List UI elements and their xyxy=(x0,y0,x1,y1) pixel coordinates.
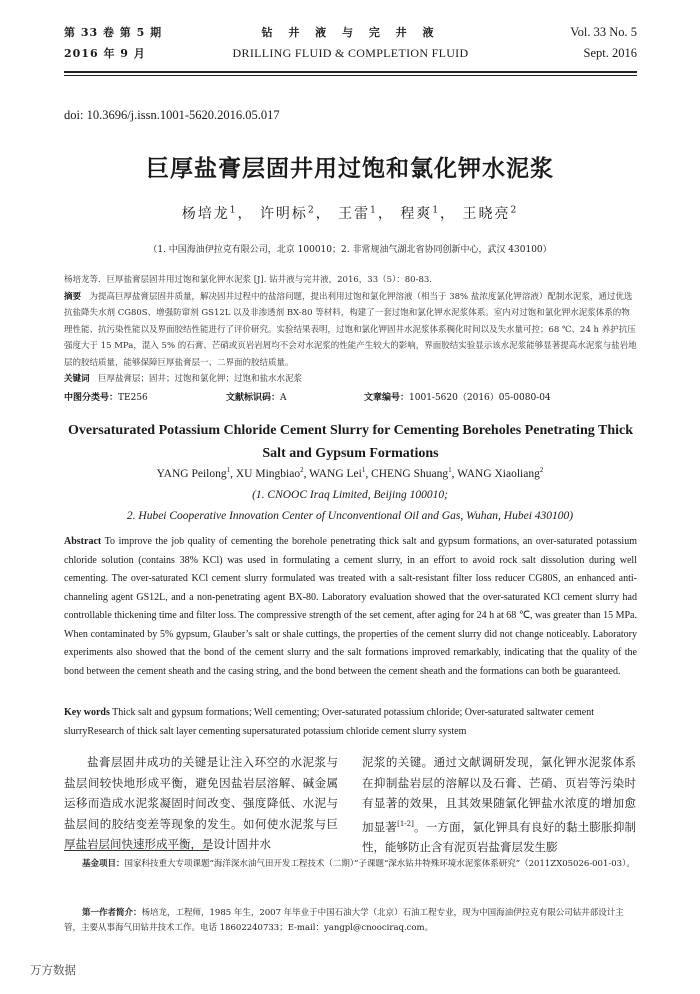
citation-ref[interactable]: [1-2] xyxy=(397,819,414,828)
author-en: WANG Lei xyxy=(309,467,362,480)
doi[interactable]: doi: 10.3696/j.issn.1001-5620.2016.05.017 xyxy=(64,108,280,122)
author-cn-affil: 1 xyxy=(370,205,378,216)
article-no-value: 1001-5620（2016）05-0080-04 xyxy=(409,393,551,403)
author-en: YANG Peilong xyxy=(156,467,227,480)
author-cn: 许明标 xyxy=(259,206,308,222)
affiliation-en-1 xyxy=(0,489,700,501)
funding-text: 国家科技重大专项课题“海洋深水油气田开发工程技术（二期）”子课题“深水钻井特殊环境水泥浆体系研究”（2011ZX05026-001-03）。 xyxy=(124,859,635,869)
author-bio-text: 杨培龙，工程师，1985 年生，2007 年毕业于中国石油大学（北京）石油工程专业，现为中国海油伊拉克有限公司钻井部设计主管，主要从事海气田钻井技术工作。电话 18602240733；E-mail：yangpl@cnoociraq.com。 xyxy=(64,908,624,933)
clc-label: 中图分类号： xyxy=(64,393,119,403)
author-cn: 王雷 xyxy=(338,206,371,222)
author-en-affil: 1 xyxy=(361,466,366,474)
citation-cn: 杨培龙等．巨厚盐膏层固井用过饱和氯化钾水泥浆 [J]. 钻井液与完井液，2016，33（5）：80-83. xyxy=(64,275,432,285)
date-en: Sept. 2016 xyxy=(583,46,637,60)
header-right xyxy=(570,22,637,64)
title-cn: 巨厚盐膏层固井用过饱和氯化钾水泥浆 xyxy=(146,156,554,182)
author-cn: 杨培龙 xyxy=(181,206,230,222)
header-rule-thick xyxy=(64,71,637,73)
abstract-en-text: To improve the job quality of cementing the borehole penetrating thick salt and gypsum formations, an over-saturated potassium chloride solution (contains 38% KCl) was used in formulating a cement slurry, in an effort to avoid rock salt dissolution during well cementing. The over-saturated KCl cement slurry formulated was treated with a salt-resistant filter loss reducer CG80S, an enhanced anti-channeling agent GS12L, and a non-penetrating agent BX-80. Laboratory evaluation showed that the over-saturated KCl cement slurry had controllable thickening time and filter loss. The compressive strength of the set cement, after aging for 24 h at 68 ℃, was greater than 15 MPa. When contaminated by 5% gypsum, Glauber’s salt or shale cuttings, the properties of the cement slurry did not change noticeably. Laboratory experiments also showed that the bond of the cement slurry and the salt formations improved remarkably, indicating that the quality of the bond between the cement sheath and the casing string, and the bond between the cement sheath and the formations can both be guaranteed. xyxy=(64,536,637,677)
body-right-text-b: 。一方面，氯化钾具有良好的黏土膨胀抑制性，能够防止含有泥页岩盐膏层发生膨 xyxy=(362,819,637,854)
author-en: CHENG Shuang xyxy=(371,467,449,480)
author-cn: 王晓亮 xyxy=(462,206,511,222)
abstract-cn-label: 摘要 xyxy=(64,291,82,302)
author-en-affil: 1 xyxy=(448,466,452,474)
author-cn-affil: 2 xyxy=(307,205,316,216)
journal-name-en: DRILLING FLUID & COMPLETION FLUID xyxy=(232,46,469,60)
header-center xyxy=(64,22,637,64)
doc-code-label: 文献标识码： xyxy=(226,393,281,403)
abstract-cn xyxy=(64,289,637,372)
body-column-left: 盐膏层固井成功的关键是让注入环空的水泥浆与盐层间较快地形成平衡，避免因盐岩层溶解、碱金属运移而造成水泥浆凝固时间改变、强度降低、水泥与盐层间的胶结变差等现象的发生。如何使水泥浆与巨厚盐岩层间快速形成平衡，是设计固井水 xyxy=(64,755,338,851)
keywords-cn-label: 关键词 xyxy=(64,374,90,384)
doc-code-value: A xyxy=(280,393,287,403)
article-no xyxy=(364,390,551,403)
classification-row xyxy=(64,390,637,404)
author-en: WANG Xiaoliang xyxy=(457,467,540,480)
volume-cn: 第 33 卷 第 5 期 xyxy=(64,26,163,39)
author-en-affil: 1 xyxy=(226,466,231,474)
journal-name-cn: 钻 井 液 与 完 井 液 xyxy=(261,26,440,39)
volume-en: Vol. 33 No. 5 xyxy=(570,25,637,39)
author-en: XU Mingbiao xyxy=(235,467,301,480)
abstract-cn-block xyxy=(64,272,637,388)
clc-value: TE256 xyxy=(118,393,148,403)
footnote-funding xyxy=(64,857,637,872)
author-cn-affil: 1 xyxy=(229,205,238,216)
keywords-en-label: Key words xyxy=(64,707,110,718)
keywords-cn xyxy=(64,371,637,388)
author-cn: 程爽 xyxy=(400,206,433,222)
article-no-label: 文章编号： xyxy=(364,393,410,403)
author-cn-affil: 1 xyxy=(432,205,441,216)
authors-en: YANG Peilong$^1$, XU Mingbiao$^2$, WANG Lei$^1$, CHENG Shuang$^1$, WANG Xiaoliang$^2$ xyxy=(156,466,544,480)
author-en-affil: 2 xyxy=(539,466,544,474)
date-cn: 2016 年 9 月 xyxy=(64,47,146,60)
footnote-rule xyxy=(64,850,209,851)
affiliation-en-1-text: (1. CNOOC Iraq Limited, Beijing 100010; xyxy=(252,489,448,501)
affiliation-en-2-text: 2. Hubei Cooperative Innovation Center of Unconventional Oil and Gas, Wuhan, Hubei 430100) xyxy=(126,510,574,522)
running-header xyxy=(64,22,637,66)
author-bio-label: 第一作者简介： xyxy=(82,908,142,918)
watermark: 万方数据 xyxy=(30,963,76,977)
abstract-cn-text: 为提高巨厚盐膏层固井质量，解决固井过程中的盐溶问题，提出利用过饱和氯化钾溶液（相当于 38% 盐浓度氯化钾溶液）配制水泥浆，通过优选抗盐降失水剂 CG80S、增强防窜剂 GS12L 以及非渗透剂 BX-80 等材料，构建了一套过饱和氯化钾水泥浆体系。室内对过饱和氯化钾水泥浆体系的物理性能、抗污染性能以及界面胶结性能进行了评价研究。实验结果表明，过饱和氯化钾固井水泥浆体系稠化时间以及失水量可控；68 ℃、24 h 养护抗压强度大于 15 MPa，混入 5% 的石膏、芒硝或页岩岩屑均不会对水泥浆的性能产生较大的影响，界面胶结实验显示该水泥浆能够显著提高水泥浆与盐岩地层的胶结质量，能够保障巨厚盐膏层一、二界面的胶结质量。 xyxy=(64,291,637,368)
author-cn-affil: 2 xyxy=(510,205,519,216)
keywords-cn-text: 巨厚盐膏层；固井；过饱和氯化钾；过饱和盐水水泥浆 xyxy=(98,374,303,384)
keywords-en xyxy=(64,704,637,741)
header-rule-thin xyxy=(64,75,637,76)
doc-code xyxy=(226,390,287,403)
keywords-en-text: Thick salt and gypsum formations; Well cementing; Over-saturated potassium chloride; Over-saturated saltwater cement slurryResearch of thick salt layer cementing supersaturated potassium chloride cement slurry system xyxy=(64,707,594,737)
footnote-author xyxy=(64,906,637,936)
authors-cn: 杨培龙$^1$， 许明标$^2$， 王雷$^1$， 程爽$^1$， 王晓亮$^2$ xyxy=(181,205,519,222)
title-en: Oversaturated Potassium Chloride Cement Slurry for Cementing Boreholes Penetrating Thick Salt and Gypsum Formations xyxy=(67,423,633,461)
clc xyxy=(64,390,148,403)
author-en-affil: 2 xyxy=(300,466,304,474)
body-column-right xyxy=(362,752,636,857)
affiliation-en-2 xyxy=(0,510,700,522)
funding-label: 基金项目： xyxy=(82,859,125,869)
abstract-en-label: Abstract xyxy=(64,536,102,547)
body-right-text-a: 泥浆的关键。通过文献调研发现，氯化钾水泥浆体系在抑制盐岩层的溶解以及石膏、芒硝、页岩等污染时有显著的效果，且其效果随氯化钾盐水浓度的增加愈加显著 xyxy=(362,755,636,834)
abstract-en xyxy=(64,533,637,681)
affiliation-cn: （1. 中国海油伊拉克有限公司，北京 100010；2. 非常规油气湖北省协同创新中心，武汉 430100） xyxy=(148,245,552,255)
